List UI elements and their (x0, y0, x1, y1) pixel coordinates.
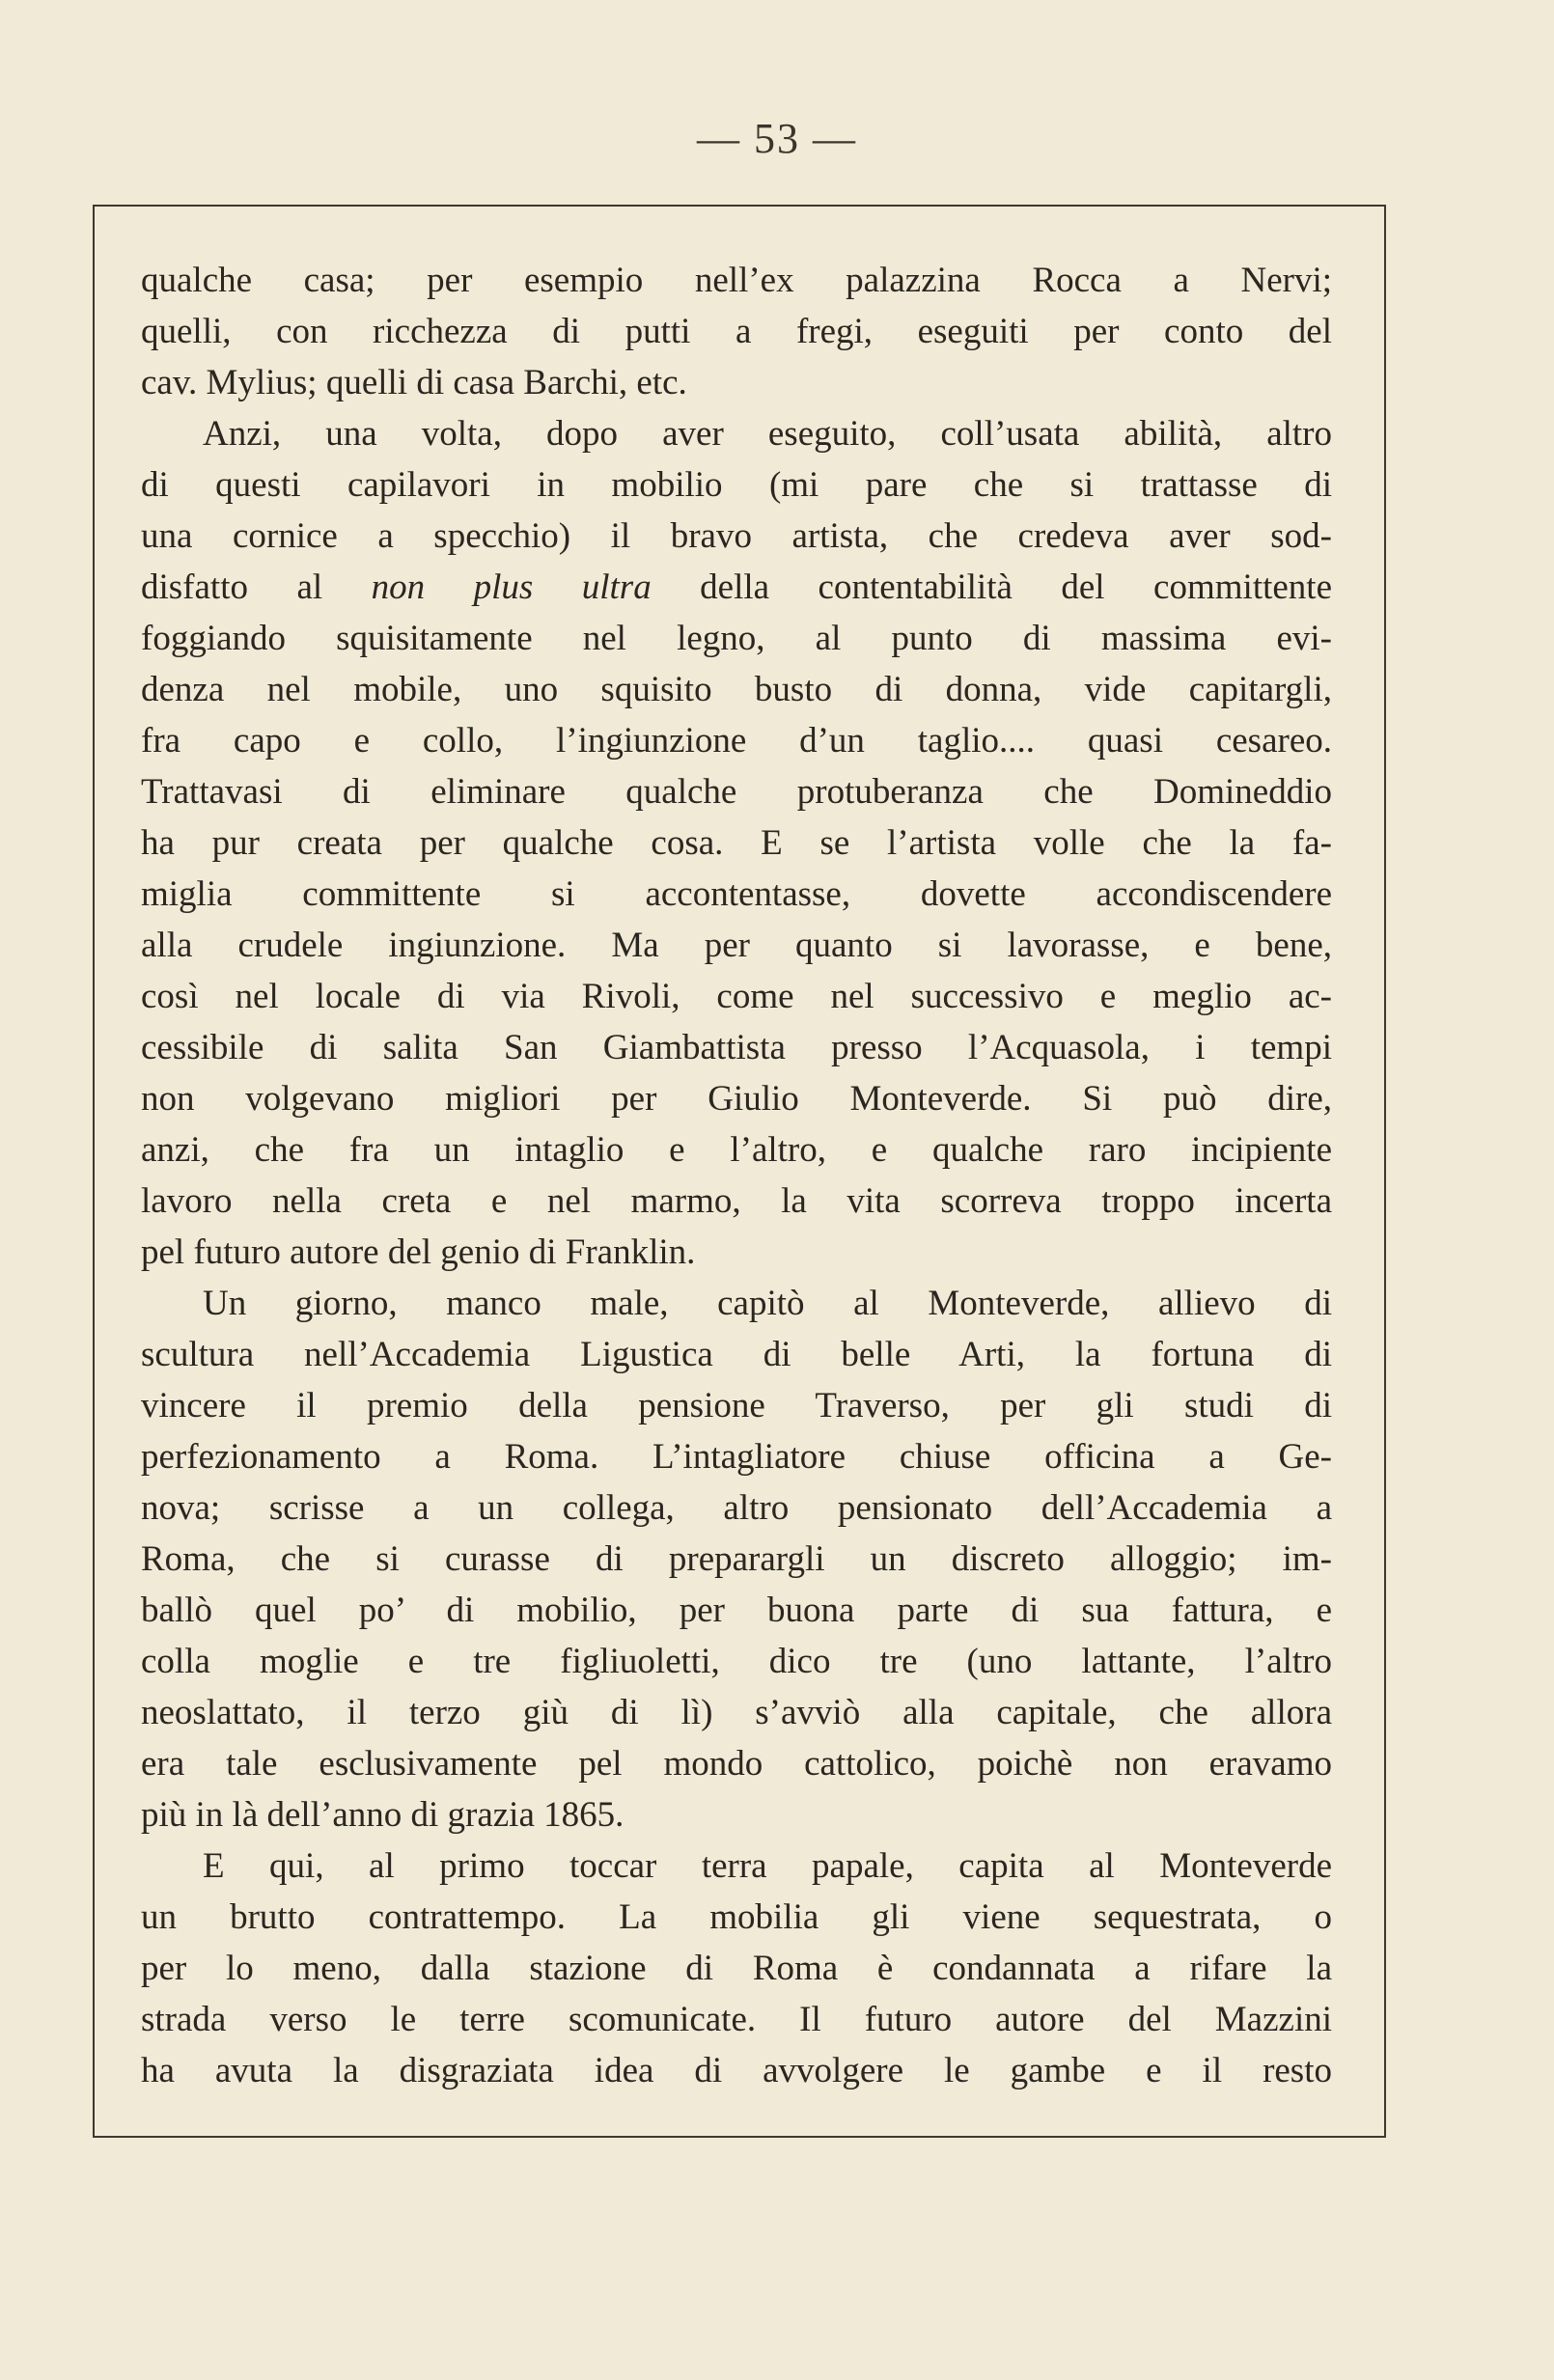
frame-top-rule (93, 205, 1386, 207)
text-line: per lo meno, dalla stazione di Roma è condannata a rifare la (141, 1949, 1332, 1988)
text-line: anzi, che fra un intaglio e l’altro, e qualche raro incipiente (141, 1130, 1332, 1170)
text-line: colla moglie e tre figliuoletti, dico tre (uno lattante, l’altro (141, 1642, 1332, 1681)
text-line: non volgevano migliori per Giulio Monteverde. Si può dire, (141, 1079, 1332, 1119)
text-line: E qui, al primo toccar terra papale, capita al Monteverde (203, 1846, 1332, 1886)
text-line: ha pur creata per qualche cosa. E se l’artista volle che la fa- (141, 823, 1332, 863)
text-line: scultura nell’Accademia Ligustica di belle Arti, la fortuna di (141, 1335, 1332, 1374)
text-line: ha avuta la disgraziata idea di avvolgere le gambe e il resto (141, 2051, 1332, 2090)
text-line: vincere il premio della pensione Traverso, per gli studi di (141, 1386, 1332, 1425)
text-line: qualche casa; per esempio nell’ex palazzina Rocca a Nervi; (141, 261, 1332, 300)
text-line: denza nel mobile, uno squisito busto di donna, vide capitargli, (141, 670, 1332, 709)
text-line: alla crudele ingiunzione. Ma per quanto si lavorasse, e bene, (141, 926, 1332, 965)
text-line: nova; scrisse a un collega, altro pensionato dell’Accademia a (141, 1488, 1332, 1528)
text-line: una cornice a specchio) il bravo artista, che credeva aver sod- (141, 516, 1332, 556)
text-line: di questi capilavori in mobilio (mi pare che si trattasse di (141, 465, 1332, 505)
text-line: quelli, con ricchezza di putti a fregi, eseguiti per conto del (141, 312, 1332, 351)
text-line: strada verso le terre scomunicate. Il futuro autore del Mazzini (141, 2000, 1332, 2039)
text-line: pel futuro autore del genio di Franklin. (141, 1232, 696, 1272)
text-line: un brutto contrattempo. La mobilia gli viene sequestrata, o (141, 1897, 1332, 1937)
text-line: disfatto al non plus ultra della contentabilità del committente (141, 567, 1332, 607)
text-line: Trattavasi di eliminare qualche protuberanza che Domineddio (141, 772, 1332, 812)
text-line: ballò quel po’ di mobilio, per buona parte di sua fattura, e (141, 1591, 1332, 1630)
frame-left-rule (93, 205, 95, 2138)
text-line: fra capo e collo, l’ingiunzione d’un taglio.... quasi cesareo. (141, 721, 1332, 761)
text-line: così nel locale di via Rivoli, come nel successivo e meglio ac- (141, 977, 1332, 1016)
text-line: foggiando squisitamente nel legno, al punto di massima evi- (141, 619, 1332, 658)
page-number: — 53 — (697, 115, 857, 162)
body-text (141, 255, 1332, 2096)
frame-right-rule (1384, 205, 1386, 2138)
text-line: Un giorno, manco male, capitò al Monteverde, allievo di (203, 1284, 1332, 1323)
text-line: lavoro nella creta e nel marmo, la vita scorreva troppo incerta (141, 1181, 1332, 1221)
text-line: Roma, che si curasse di preparargli un discreto alloggio; im- (141, 1539, 1332, 1579)
text-line: miglia committente si accontentasse, dovette accondiscendere (141, 874, 1332, 914)
text-line: Anzi, una volta, dopo aver eseguito, coll’usata abilità, altro (203, 414, 1332, 454)
frame-bottom-rule (93, 2136, 1386, 2138)
text-line: perfezionamento a Roma. L’intagliatore chiuse officina a Ge- (141, 1437, 1332, 1477)
text-line: neoslattato, il terzo giù di lì) s’avviò alla capitale, che allora (141, 1693, 1332, 1732)
text-line: più in là dell’anno di grazia 1865. (141, 1795, 624, 1835)
text-line: cessibile di salita San Giambattista presso l’Acquasola, i tempi (141, 1028, 1332, 1067)
text-line: cav. Mylius; quelli di casa Barchi, etc. (141, 363, 687, 402)
text-line: era tale esclusivamente pel mondo cattolico, poichè non eravamo (141, 1744, 1332, 1784)
